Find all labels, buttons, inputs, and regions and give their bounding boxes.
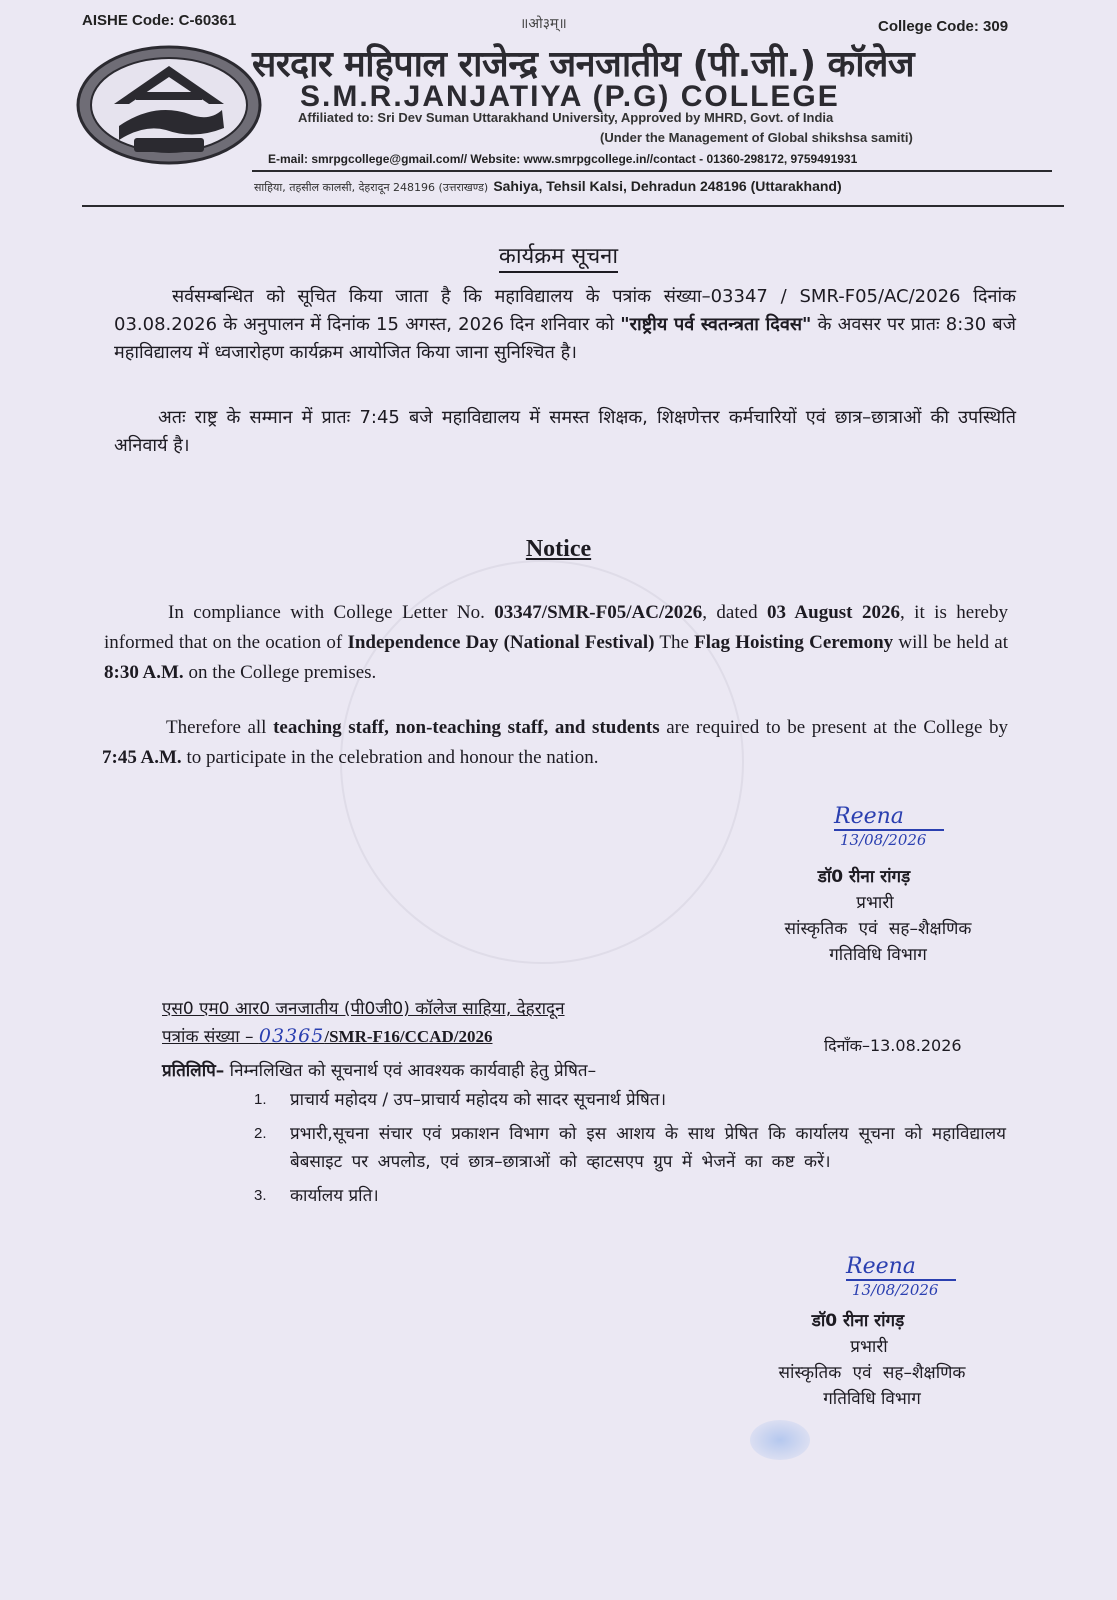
hindi-p1-bold: "राष्ट्रीय पर्व स्वतन्त्रता दिवस" <box>620 314 812 335</box>
pratilipi-line <box>162 1058 596 1081</box>
pratilipi-label: प्रतिलिपि– <box>162 1061 225 1081</box>
contact-line: E-mail: smrpgcollege@gmail.com// Website: www.smrpgcollege.in//contact - 01360-298172, 9759491931 <box>268 152 858 166</box>
en-p1-t6: on the College premises. <box>183 662 377 683</box>
en-p1-t4: The <box>654 632 695 653</box>
signatory-1-dept-2: गतिविधि विभाग <box>829 945 927 965</box>
aishe-code: AISHE Code: C-60361 <box>82 12 237 29</box>
hindi-notice-title <box>0 240 1117 270</box>
list-item-text: कार्यालय प्रति। <box>290 1186 379 1206</box>
college-logo <box>74 44 264 166</box>
college-name-english: S.M.R.JANJATIYA (P.G) COLLEGE <box>300 80 840 113</box>
letter-date-bold: 03 August 2026 <box>767 602 900 623</box>
header-divider-2 <box>82 205 1064 207</box>
en-p2-t2: are required to be present at the College by <box>659 717 1009 738</box>
english-paragraph-1 <box>104 598 1008 688</box>
list-item <box>254 1120 1006 1176</box>
letter-prefix: पत्रांक संख्या – <box>162 1027 259 1047</box>
english-notice-title <box>0 536 1117 563</box>
address-line <box>254 176 842 195</box>
signature-2-name: Reena <box>846 1254 916 1279</box>
ceremony-bold: Flag Hoisting Ceremony <box>694 632 894 653</box>
attendees-bold: teaching staff, non-teaching staff, and students <box>273 717 660 738</box>
list-item <box>254 1182 1006 1210</box>
signatory-2-name: डॉ0 रीना रांगड़ <box>811 1311 905 1331</box>
english-paragraph-2 <box>102 713 1008 773</box>
handwritten-signature-2 <box>846 1256 1016 1306</box>
address-hindi: साहिया, तहसील कालसी, देहरादून 248196 (उत्तराखण्ड) <box>254 181 489 194</box>
en-p1-t5: will be held at <box>893 632 1009 653</box>
list-item <box>254 1086 1006 1114</box>
stamp-smudge <box>750 1420 810 1460</box>
arrival-time-bold: 7:45 A.M. <box>102 747 182 768</box>
signatory-1-dept-1: सांस्कृतिक एवं सह–शैक्षणिक <box>784 919 972 939</box>
signature-1-name: Reena <box>834 804 904 829</box>
list-item-text: प्रभारी,सूचना संचार एवं प्रकाशन विभाग को इस आशय के साथ प्रेषित कि कार्यालय सूचना को महाविद्यालय बेबसाइट पर अपलोड, एवं छात्र–छात्राओं को व्हाटसएप ग्रुप में भेजनें का कष्ट करें। <box>290 1124 1006 1172</box>
copy-college-line: एस0 एम0 आर0 जनजातीय (पी0जी0) कॉलेज साहिया, देहरादून <box>162 999 565 1019</box>
signatory-1-role: प्रभारी <box>856 893 894 913</box>
ceremony-time-bold: 8:30 A.M. <box>104 662 184 683</box>
letter-number-handwritten: 03365 <box>258 1025 325 1047</box>
list-item-number: 2. <box>254 1125 267 1142</box>
en-p1-t3: , it is hereby informed that on the ocation of <box>104 602 1008 653</box>
college-code: College Code: 309 <box>878 18 1009 35</box>
signatory-2-dept-1: सांस्कृतिक एवं सह–शैक्षणिक <box>778 1363 966 1383</box>
list-item-text: प्राचार्य महोदय / उप–प्राचार्य महोदय को सादर सूचनार्थ प्रेषित। <box>290 1090 667 1110</box>
list-item-number: 3. <box>254 1187 267 1204</box>
english-title-text: Notice <box>525 536 592 562</box>
list-item-number: 1. <box>254 1091 267 1108</box>
affiliation-line: Affiliated to: Sri Dev Suman Uttarakhand University, Approved by MHRD, Govt. of India <box>298 110 834 125</box>
copy-letter-number <box>162 1024 492 1047</box>
copy-list <box>254 1086 1006 1210</box>
en-p1-t2: , dated <box>702 602 768 623</box>
om-symbol: ॥ओ३म्॥ <box>520 16 567 32</box>
hindi-paragraph-2: अतः राष्ट्र के सम्मान में प्रातः 7:45 बजे महाविद्यालय में समस्त शिक्षक, शिक्षणेत्तर कर्मचारियों एवं छात्र–छात्राओं की उपस्थिति अनिवार्य है। <box>114 407 1016 456</box>
management-line: (Under the Management of Global shikshsa samiti) <box>600 130 913 145</box>
address-english: Sahiya, Tehsil Kalsi, Dehradun 248196 (Uttarakhand) <box>493 178 842 194</box>
signatory-block-2 <box>740 1308 1004 1412</box>
signature-1-date: 13/08/2026 <box>840 831 927 849</box>
signatory-1-name: डॉ0 रीना रांगड़ <box>817 867 911 887</box>
copy-date: दिनाँक–13.08.2026 <box>824 1036 962 1055</box>
header-divider-1 <box>252 170 1052 172</box>
en-p2-t1: Therefore all <box>166 717 274 738</box>
signature-2-date: 13/08/2026 <box>852 1281 939 1299</box>
pratilipi-text: निम्नलिखित को सूचनार्थ एवं आवश्यक कार्यवाही हेतु प्रेषित– <box>224 1061 597 1081</box>
en-p2-t3: to participate in the celebration and honour the nation. <box>181 747 599 768</box>
letter-number-bold: 03347/SMR-F05/AC/2026 <box>494 602 703 623</box>
letter-suffix: /SMR-F16/CCAD/2026 <box>324 1027 493 1046</box>
hindi-paragraph-1 <box>114 283 1016 367</box>
college-name-hindi: सरदार महिपाल राजेन्द्र जनजातीय (पी.जी.) कॉलेज <box>252 44 915 85</box>
college-seal-icon <box>74 44 264 166</box>
en-p1-t1: In compliance with College Letter No. <box>168 602 495 623</box>
signatory-2-dept-2: गतिविधि विभाग <box>823 1389 921 1409</box>
signatory-block-1 <box>746 864 1010 968</box>
event-name-bold: Independence Day (National Festival) <box>347 632 655 653</box>
hindi-title-text: कार्यक्रम सूचना <box>499 244 618 273</box>
handwritten-signature-1 <box>834 806 1004 856</box>
hindi-p1-text-a: सर्वसम्बन्धित को सूचित किया जाता है कि महाविद्यालय के पत्रांक संख्या–03347 / SMR-F05/AC/2026 दिनांक 03.08.2026 के अनुपालन में दिनांक 15 अगस्त, 2026 दिन शनिवार को <box>114 286 1016 335</box>
hindi-p1-text-b: के अवसर पर प्रातः 8:30 बजे महाविद्यालय में ध्वजारोहण कार्यक्रम आयोजित किया जाना सुनिश्चित है। <box>114 314 1016 363</box>
signatory-2-role: प्रभारी <box>850 1337 888 1357</box>
